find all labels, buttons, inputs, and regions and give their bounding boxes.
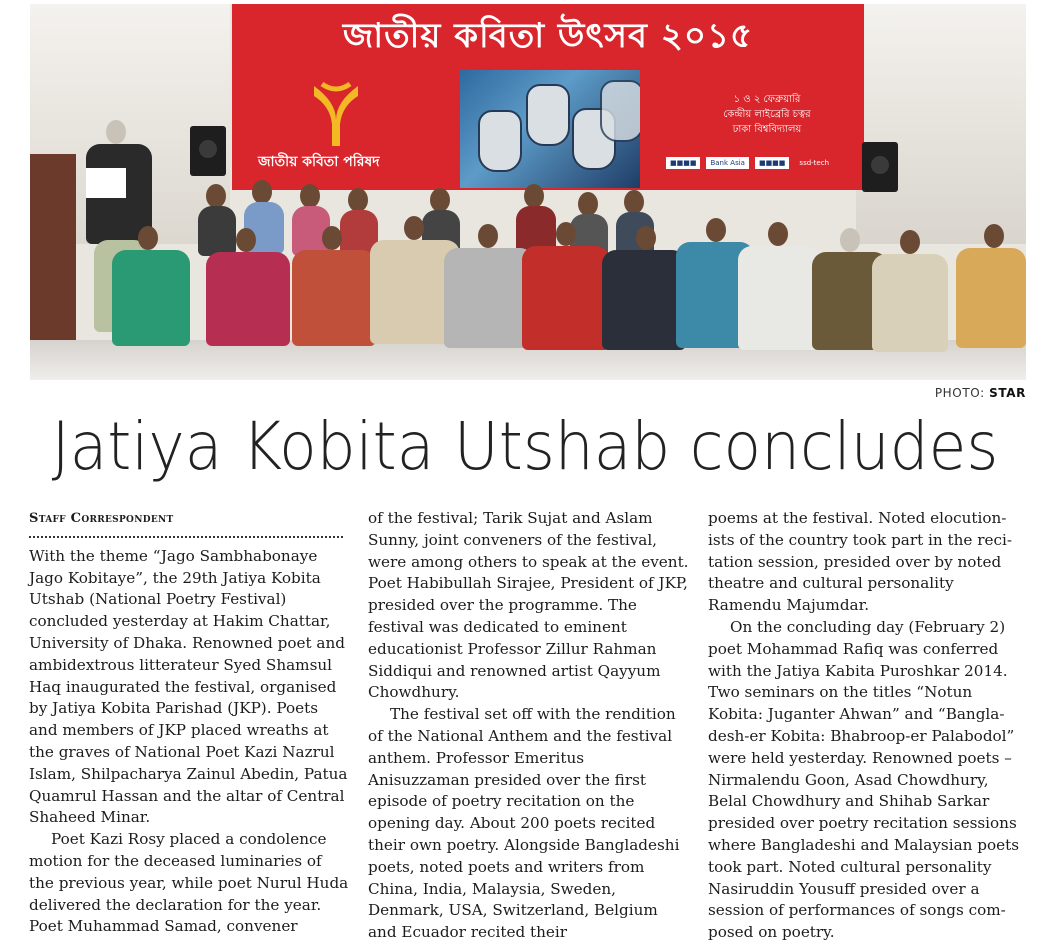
jkp-logo-icon [306, 80, 366, 150]
photo-credit [935, 386, 1026, 400]
article-column-3 [708, 508, 1030, 944]
sponsor-strip [666, 157, 833, 169]
paragraph: of the festival; Tarik Sujat and Aslam Sunny, joint conveners of the festival, were among others to speak at the event. Poet Habibullah Sirajee, President of JKP, presided over the programme. The festival was dedicated to eminent educationist Professor Zillur Rahman Siddiqui and renowned artist Qayyum Chowdhury. [368, 509, 689, 702]
photo-credit-source: STAR [989, 386, 1026, 400]
banner-university-line: ঢাকা বিশ্ববিদ্যালয় [732, 124, 802, 135]
sponsor-logo: ■■■■ [755, 157, 789, 169]
paragraph: On the concluding day (February 2) poet Mohammad Rafiq was conferred with the Jatiya Kabita Puroshkar 2014. Two seminars on the titles “Notun Kobita: Juganter Ahwan” and “Bangla-desh-er Kobita: Bhabroop-er Palabodol” were held yesterday. Renowned poets – Nirmalendu Goon, Asad Chowdhury, Belal Chowdhury and Shihab Sarkar presided over poetry recitation sessions where Bangladeshi and Malaysian poets took part. Noted cultural personality Nasiruddin Yousuff presided over a session of performances of songs com-posed on poetry. [708, 617, 1019, 942]
sponsor-logo: ■■■■ [666, 157, 700, 169]
paragraph: Poet Kazi Rosy placed a condolence motion for the deceased luminaries of the previous year, while poet Nurul Huda delivered the declaration for the year. Poet Muhammad Samad, convener [29, 830, 349, 936]
banner-venue-line: কেন্দ্রীয় লাইব্রেরি চত্বর [723, 109, 811, 120]
banner-dates [702, 92, 832, 137]
loudspeaker-right [862, 142, 898, 192]
event-photo [30, 4, 1026, 380]
paragraph: The festival set off with the rendition of the National Anthem and the festival anthem. Professor Emeritus Anisuzzaman presided over the first episode of poetry recitation on the opening day. About 200 poets recited their own poetry. Alongside Bangladeshi poets, noted poets and writers from China, India, Malaysia, Sweden, Denmark, USA, Switzerland, Belgium and Ecuador recited their [368, 705, 680, 942]
sponsor-bank-asia: Bank Asia [706, 157, 748, 169]
article-headline: Jatiya Kobita Utshab concludes [51, 408, 999, 485]
byline: Staff Correspondent [29, 511, 174, 526]
festival-banner [232, 4, 864, 190]
article-column-1 [29, 508, 351, 938]
banner-org-name: জাতীয় কবিতা পরিষদ [258, 154, 380, 170]
lectern [30, 154, 76, 344]
byline-divider [29, 536, 343, 538]
paragraph: poems at the festival. Noted elocution-ists of the country took part in the reci-tation session, presided over by noted theatre and cultural personality Ramendu Majumdar. [708, 509, 1012, 615]
article-column-2 [368, 508, 690, 944]
photo-credit-prefix: PHOTO: [934, 386, 985, 400]
banner-title: জাতীয় কবিতা উৎসব ২০১৫ [342, 16, 754, 56]
tent-backdrop-right [856, 4, 1026, 244]
banner-date-line: ১ ও ২ ফেব্রুয়ারি [733, 94, 801, 105]
loudspeaker-left [190, 126, 226, 176]
banner-artwork [460, 70, 640, 188]
sponsor-ssd-tech: ssd-tech [799, 159, 830, 167]
paragraph: With the theme “Jago Sambhabonaye Jago Kobitaye”, the 29th Jatiya Kobita Utshab (National Poetry Festival) concluded yesterday at Hakim Chattar, University of Dhaka. Renowned poet and ambidextrous litterateur Syed Shamsul Haq inaugurated the festival, organised by Jatiya Kobita Parishad (JKP). Poets and members of JKP placed wreaths at the graves of National Poet Kazi Nazrul Islam, Shilpacharya Zainul Abedin, Patua Quamrul Hassan and the altar of Central Shaheed Minar. [29, 546, 348, 827]
